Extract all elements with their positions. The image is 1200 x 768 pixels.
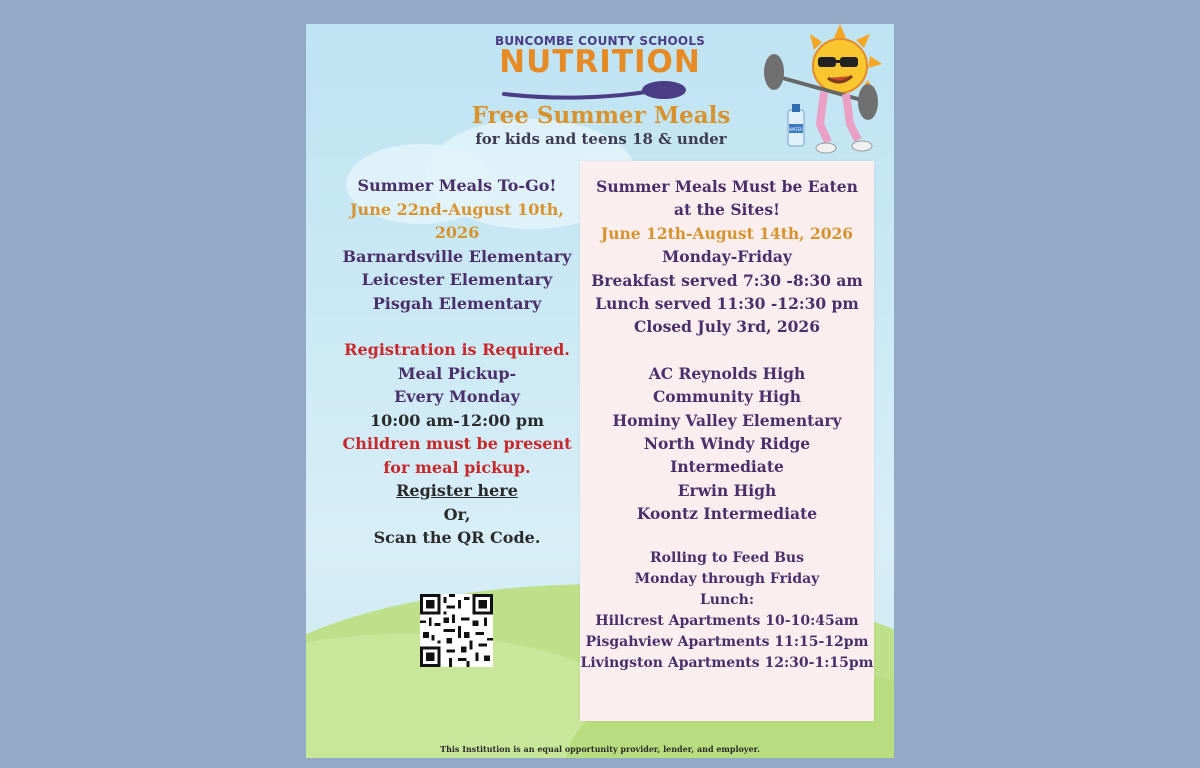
pickup-day: Every Monday <box>394 387 520 406</box>
svg-text:WATER: WATER <box>789 127 803 132</box>
to-go-section <box>334 174 580 550</box>
bus-stop: Hillcrest Apartments 10-10:45am <box>595 612 859 629</box>
on-site-heading: Summer Meals Must be Eaten <box>596 177 858 196</box>
page-title: Free Summer Meals <box>471 102 731 129</box>
children-notice: Children must be present <box>342 434 572 453</box>
site-item: AC Reynolds High <box>648 363 806 383</box>
site-item: North Windy Ridge <box>643 434 811 454</box>
sun-mascot-icon <box>758 24 888 159</box>
org-name: BUNCOMBE COUNTY SCHOOLS <box>494 34 706 48</box>
lunch-time: Lunch served 11:30 -12:30 pm <box>595 294 859 314</box>
spoon-icon <box>496 78 696 104</box>
on-site-dates: June 12th-August 14th, 2026 <box>600 223 854 243</box>
footer-disclaimer: This Institution is an equal opportunity provider, lender, and employer. <box>440 744 760 754</box>
site-item: Leicester Elementary <box>361 270 553 289</box>
bus-heading: Rolling to Feed Bus <box>650 549 804 566</box>
pickup-label: Meal Pickup- <box>397 363 517 383</box>
on-site-days: Monday-Friday <box>662 247 792 267</box>
bus-days: Monday through Friday <box>634 570 820 587</box>
bus-stop: Pisgahview Apartments 11:15-12pm <box>585 633 869 650</box>
bus-meal: Lunch: <box>699 591 755 608</box>
site-item: Pisgah Elementary <box>372 293 542 313</box>
brand-logo-text: NUTRITION <box>499 44 701 80</box>
pickup-time: 10:00 am-12:00 pm <box>369 410 545 430</box>
on-site-heading-2: at the Sites! <box>674 200 780 220</box>
flyer <box>306 24 894 758</box>
closed-date: Closed July 3rd, 2026 <box>634 317 820 337</box>
bus-stop: Livingston Apartments 12:30-1:15pm <box>580 654 874 671</box>
to-go-dates: June 22nd-August 10th, <box>349 199 564 219</box>
site-item: Community High <box>652 387 802 407</box>
on-site-section <box>580 161 874 721</box>
site-item: Intermediate <box>670 457 784 477</box>
qr-code-icon[interactable] <box>420 594 493 667</box>
site-item: Erwin High <box>677 480 777 500</box>
to-go-dates-year: 2026 <box>434 223 480 242</box>
or-text: Or, <box>443 504 471 524</box>
breakfast-time: Breakfast served 7:30 -8:30 am <box>591 270 863 290</box>
scan-qr-text: Scan the QR Code. <box>373 528 541 547</box>
page-subtitle: for kids and teens 18 & under <box>475 130 727 148</box>
to-go-heading: Summer Meals To-Go! <box>357 176 557 195</box>
site-item: Barnardsville Elementary <box>342 246 572 266</box>
children-notice-2: for meal pickup. <box>383 457 531 477</box>
register-link[interactable]: Register here <box>396 481 518 500</box>
site-item: Hominy Valley Elementary <box>612 410 842 430</box>
site-item: Koontz Intermediate <box>636 504 818 524</box>
registration-required: Registration is Required. <box>344 340 570 359</box>
